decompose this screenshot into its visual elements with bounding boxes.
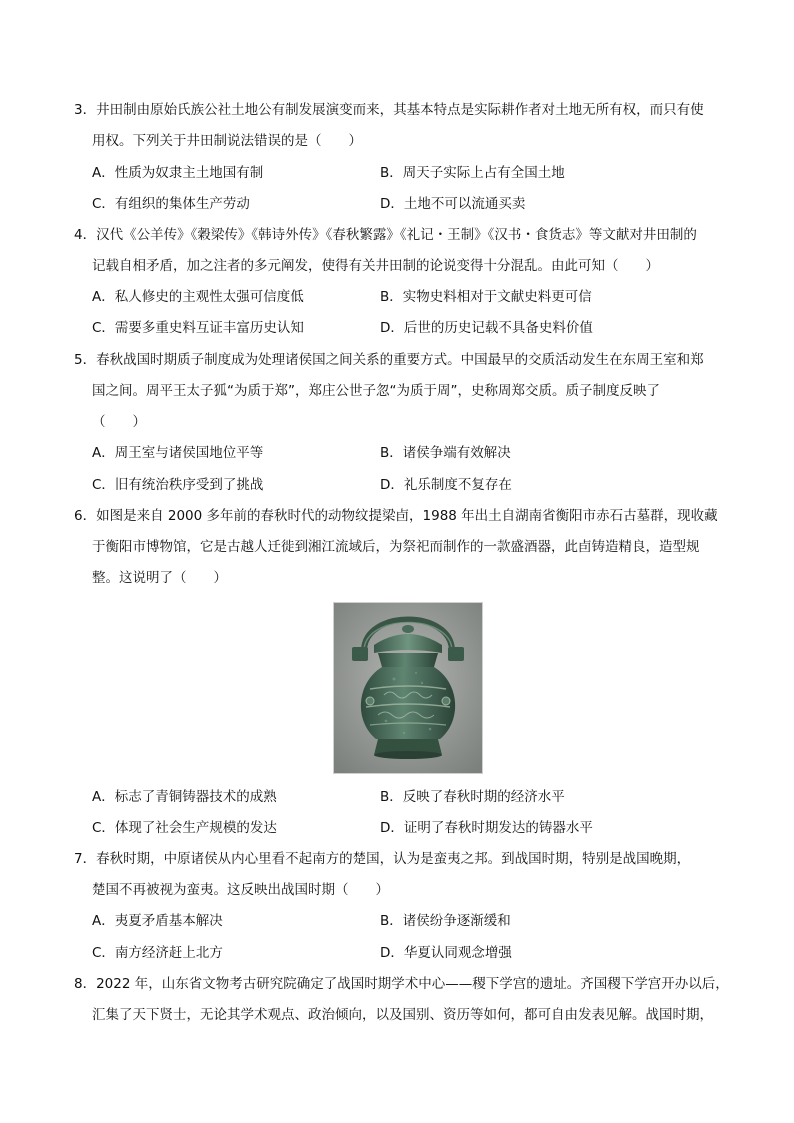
q6-stem-line2: 于衡阳市博物馆，它是古越人迁徙到湘江流域后，为祭祀而制作的一款盛酒器，此卣铸造精良，造型规 (92, 539, 700, 555)
q7-option-a[interactable]: A．夷夏矛盾基本解决 (92, 913, 223, 929)
q6-option-d[interactable]: D．证明了春秋时期发达的铸器水平 (380, 820, 593, 836)
q5-option-b[interactable]: B．诸侯争端有效解决 (380, 445, 511, 461)
q5-option-c[interactable]: C．旧有统治秩序受到了挑战 (92, 477, 264, 493)
q3-option-d[interactable]: D．土地不可以流通买卖 (380, 196, 526, 212)
q3-option-b[interactable]: B．周天子实际上占有全国土地 (380, 165, 565, 181)
q4-option-c[interactable]: C．需要多重史料互证丰富历史认知 (92, 320, 304, 336)
q4-option-a[interactable]: A．私人修史的主观性太强可信度低 (92, 289, 304, 305)
q3-stem-line1: 3．井田制由原始氏族公社土地公有制发展演变而来，其基本特点是实际耕作者对土地无所有权，而只有使 (74, 102, 704, 118)
q4-stem-line2: 记载自相矛盾，加之注者的多元阐发，使得有关井田制的论说变得十分混乱。由此可知（ ） (92, 258, 659, 274)
q5-stem-line2: 国之间。周平王太子狐“为质于郑”，郑庄公世子忽“为质于周”，史称周郑交质。质子制度反映了 (92, 383, 660, 399)
q6-stem-line1: 6．如图是来自 2000 多年前的春秋时代的动物纹提梁卣，1988 年出土自湖南省衡阳市赤石古墓群，现收藏 (74, 508, 718, 524)
q7-option-b[interactable]: B．诸侯纷争逐渐缓和 (380, 913, 511, 929)
q5-option-d[interactable]: D．礼乐制度不复存在 (380, 477, 512, 493)
q4-stem-line1: 4．汉代《公羊传》《穀梁传》《韩诗外传》《春秋繁露》《礼记・王制》《汉书・食货志》等文献对井田制的 (74, 227, 697, 243)
q6-option-a[interactable]: A．标志了青铜铸器技术的成熟 (92, 789, 277, 805)
q4-option-b[interactable]: B．实物史料相对于文献史料更可信 (380, 289, 592, 305)
q5-stem-line3: （ ） (92, 414, 146, 430)
q3-stem-line2: 用权。下列关于井田制说法错误的是（ ） (92, 133, 362, 149)
q4-option-d[interactable]: D．后世的历史记载不具备史料价值 (380, 320, 593, 336)
q6-stem-line3: 整。这说明了（ ） (92, 570, 227, 586)
q5-stem-line1: 5．春秋战国时期质子制度成为处理诸侯国之间关系的重要方式。中国最早的交质活动发生在东周王室和郑 (74, 352, 704, 368)
bronze-vessel-photo (333, 602, 483, 774)
q5-option-a[interactable]: A．周王室与诸侯国地位平等 (92, 445, 264, 461)
q7-stem-line2: 楚国不再被视为蛮夷。这反映出战国时期（ ） (92, 882, 389, 898)
q3-option-c[interactable]: C．有组织的集体生产劳动 (92, 196, 250, 212)
bronze-you-vessel-illustration (334, 603, 482, 773)
q6-option-c[interactable]: C．体现了社会生产规模的发达 (92, 820, 277, 836)
q8-stem-line2: 汇集了天下贤士，无论其学术观点、政治倾向，以及国别、资历等如何，都可自由发表见解。战国时期， (92, 1007, 713, 1023)
q8-stem-line1: 8．2022 年，山东省文物考古研究院确定了战国时期学术中心——稷下学宫的遗址。齐国稷下学宫开办以后， (74, 976, 729, 992)
q3-option-a[interactable]: A．性质为奴隶主土地国有制 (92, 165, 264, 181)
q7-option-c[interactable]: C．南方经济赶上北方 (92, 945, 223, 961)
q7-option-d[interactable]: D．华夏认同观念增强 (380, 945, 512, 961)
q6-option-b[interactable]: B．反映了春秋时期的经济水平 (380, 789, 565, 805)
q7-stem-line1: 7．春秋时期，中原诸侯从内心里看不起南方的楚国，认为是蛮夷之邦。到战国时期，特别是战国晚期， (74, 851, 691, 867)
